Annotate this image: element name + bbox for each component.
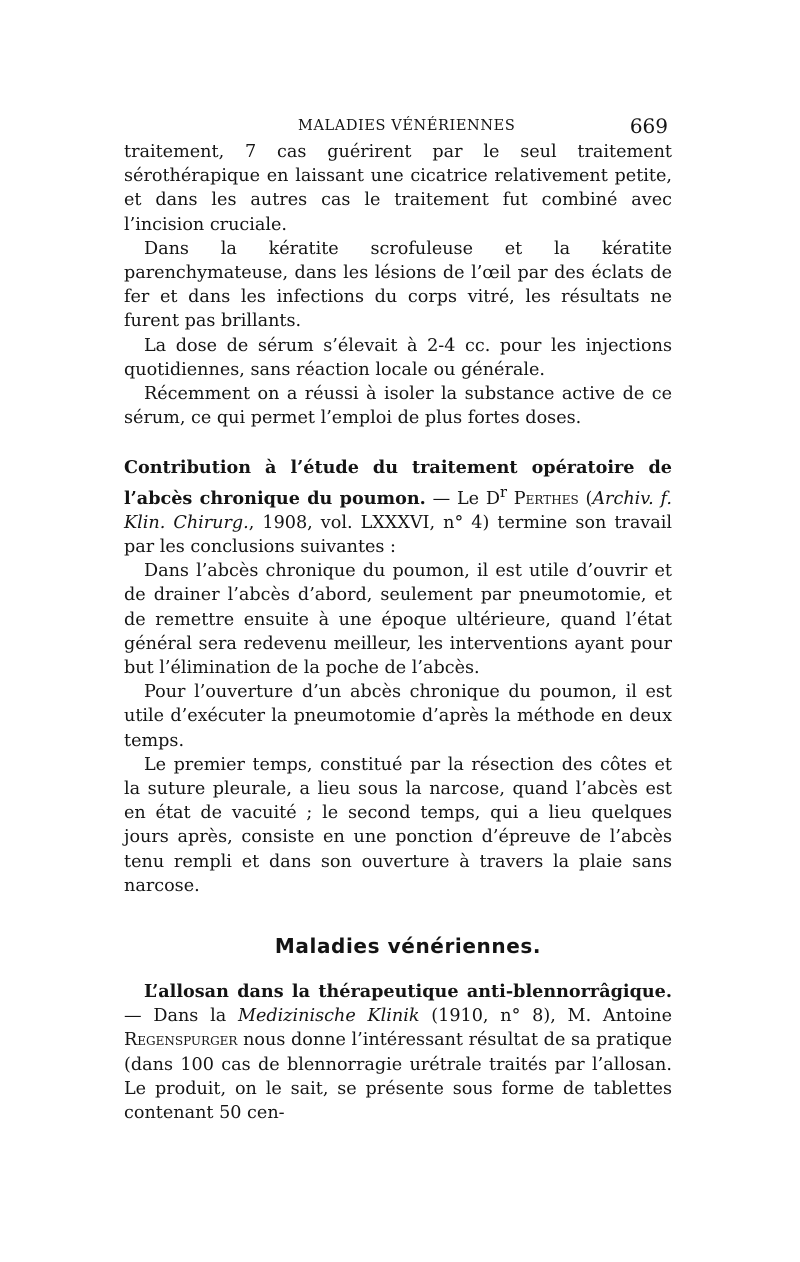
article-dash: — Dans la [124, 1006, 238, 1027]
continuation-paragraph-1: traitement, 7 cas guérirent par le seul traitement sérothérapique en laissant une cicatrice relativement petite, et dans les autres cas le traitement fut combiné avec l’incision cruciale. [124, 142, 672, 235]
article-author: Regenspurger [124, 1030, 238, 1051]
paren-open: ( [578, 488, 593, 509]
running-header [124, 110, 672, 140]
article-text: nous donne l’intéressant résultat de sa pratique (dans 100 cas de blennorragie urétrale traités par l’allosan. Le produit, on le sait, se présente sous forme de tablettes contenant 50 cen- [124, 1030, 672, 1123]
article-citation: (1910, n° 8), M. Antoine [419, 1006, 672, 1027]
article-author: Perthes [513, 488, 579, 509]
article-citation: , 1908, vol. LXXXVI, n° 4) termine son travail par les conclusions suivantes : [124, 512, 672, 557]
journal-name: Archiv. f. Klin. Chirurg. [124, 488, 672, 533]
doctor-superscript: r [499, 483, 507, 501]
spacer [124, 430, 672, 456]
page-number: 669 [629, 114, 668, 138]
article-dash: — Le D [425, 488, 500, 509]
running-title: MALADIES VÉNÉRIENNES [298, 118, 516, 134]
article-perthes-lead [124, 456, 672, 559]
spacer [124, 966, 672, 980]
journal-name: Medizinische Klinik [237, 1006, 420, 1027]
article-paragraph-3: Le premier temps, constitué par la résection des côtes et la suture pleurale, a lieu sous la narcose, quand l’abcès est en état de vacuité ; le second temps, qui a lieu quelques jours après, consiste en une ponction d’épreuve de l’abcès tenu rempli et dans son ouverture à travers la plaie sans narcose. [124, 754, 672, 896]
article-allosan-lead [124, 980, 672, 1125]
article-title: L’allosan dans la thérapeutique anti-blennorrâgique. [144, 980, 672, 1002]
book-page [124, 110, 672, 1125]
article-title: Contribution à l’étude du traitement opératoire de l’abcès chronique du poumon. [124, 457, 672, 509]
continuation-paragraph-4: Récemment on a réussi à isoler la substance active de ce sérum, ce qui permet l’emploi de plus fortes doses. [124, 384, 672, 429]
article-paragraph-1: Dans l’abcès chronique du poumon, il est utile d’ouvrir et de drainer l’abcès d’abord, seulement par pneumotomie, et de remettre ensuite à une époque ultérieure, quand l’état général sera redevenu meilleur, les interventions ayant pour but l’élimination de la poche de l’abcès. [124, 561, 672, 678]
continuation-paragraph-3: La dose de sérum s’élevait à 2-4 cc. pour les injections quotidiennes, sans réaction locale ou générale. [124, 335, 672, 380]
section-heading: Maladies vénériennes. [274, 933, 542, 958]
continuation-paragraph-2: Dans la kératite scrofuleuse et la kératite parenchymateuse, dans les lésions de l’œil par des éclats de fer et dans les infections du corps vitré, les résultats ne furent pas brillants. [124, 238, 672, 332]
article-paragraph-2: Pour l’ouverture d’un abcès chronique du poumon, il est utile d’exécuter la pneumotomie d’après la méthode en deux temps. [124, 682, 672, 751]
spacer [124, 898, 672, 926]
body-text [124, 140, 672, 1125]
